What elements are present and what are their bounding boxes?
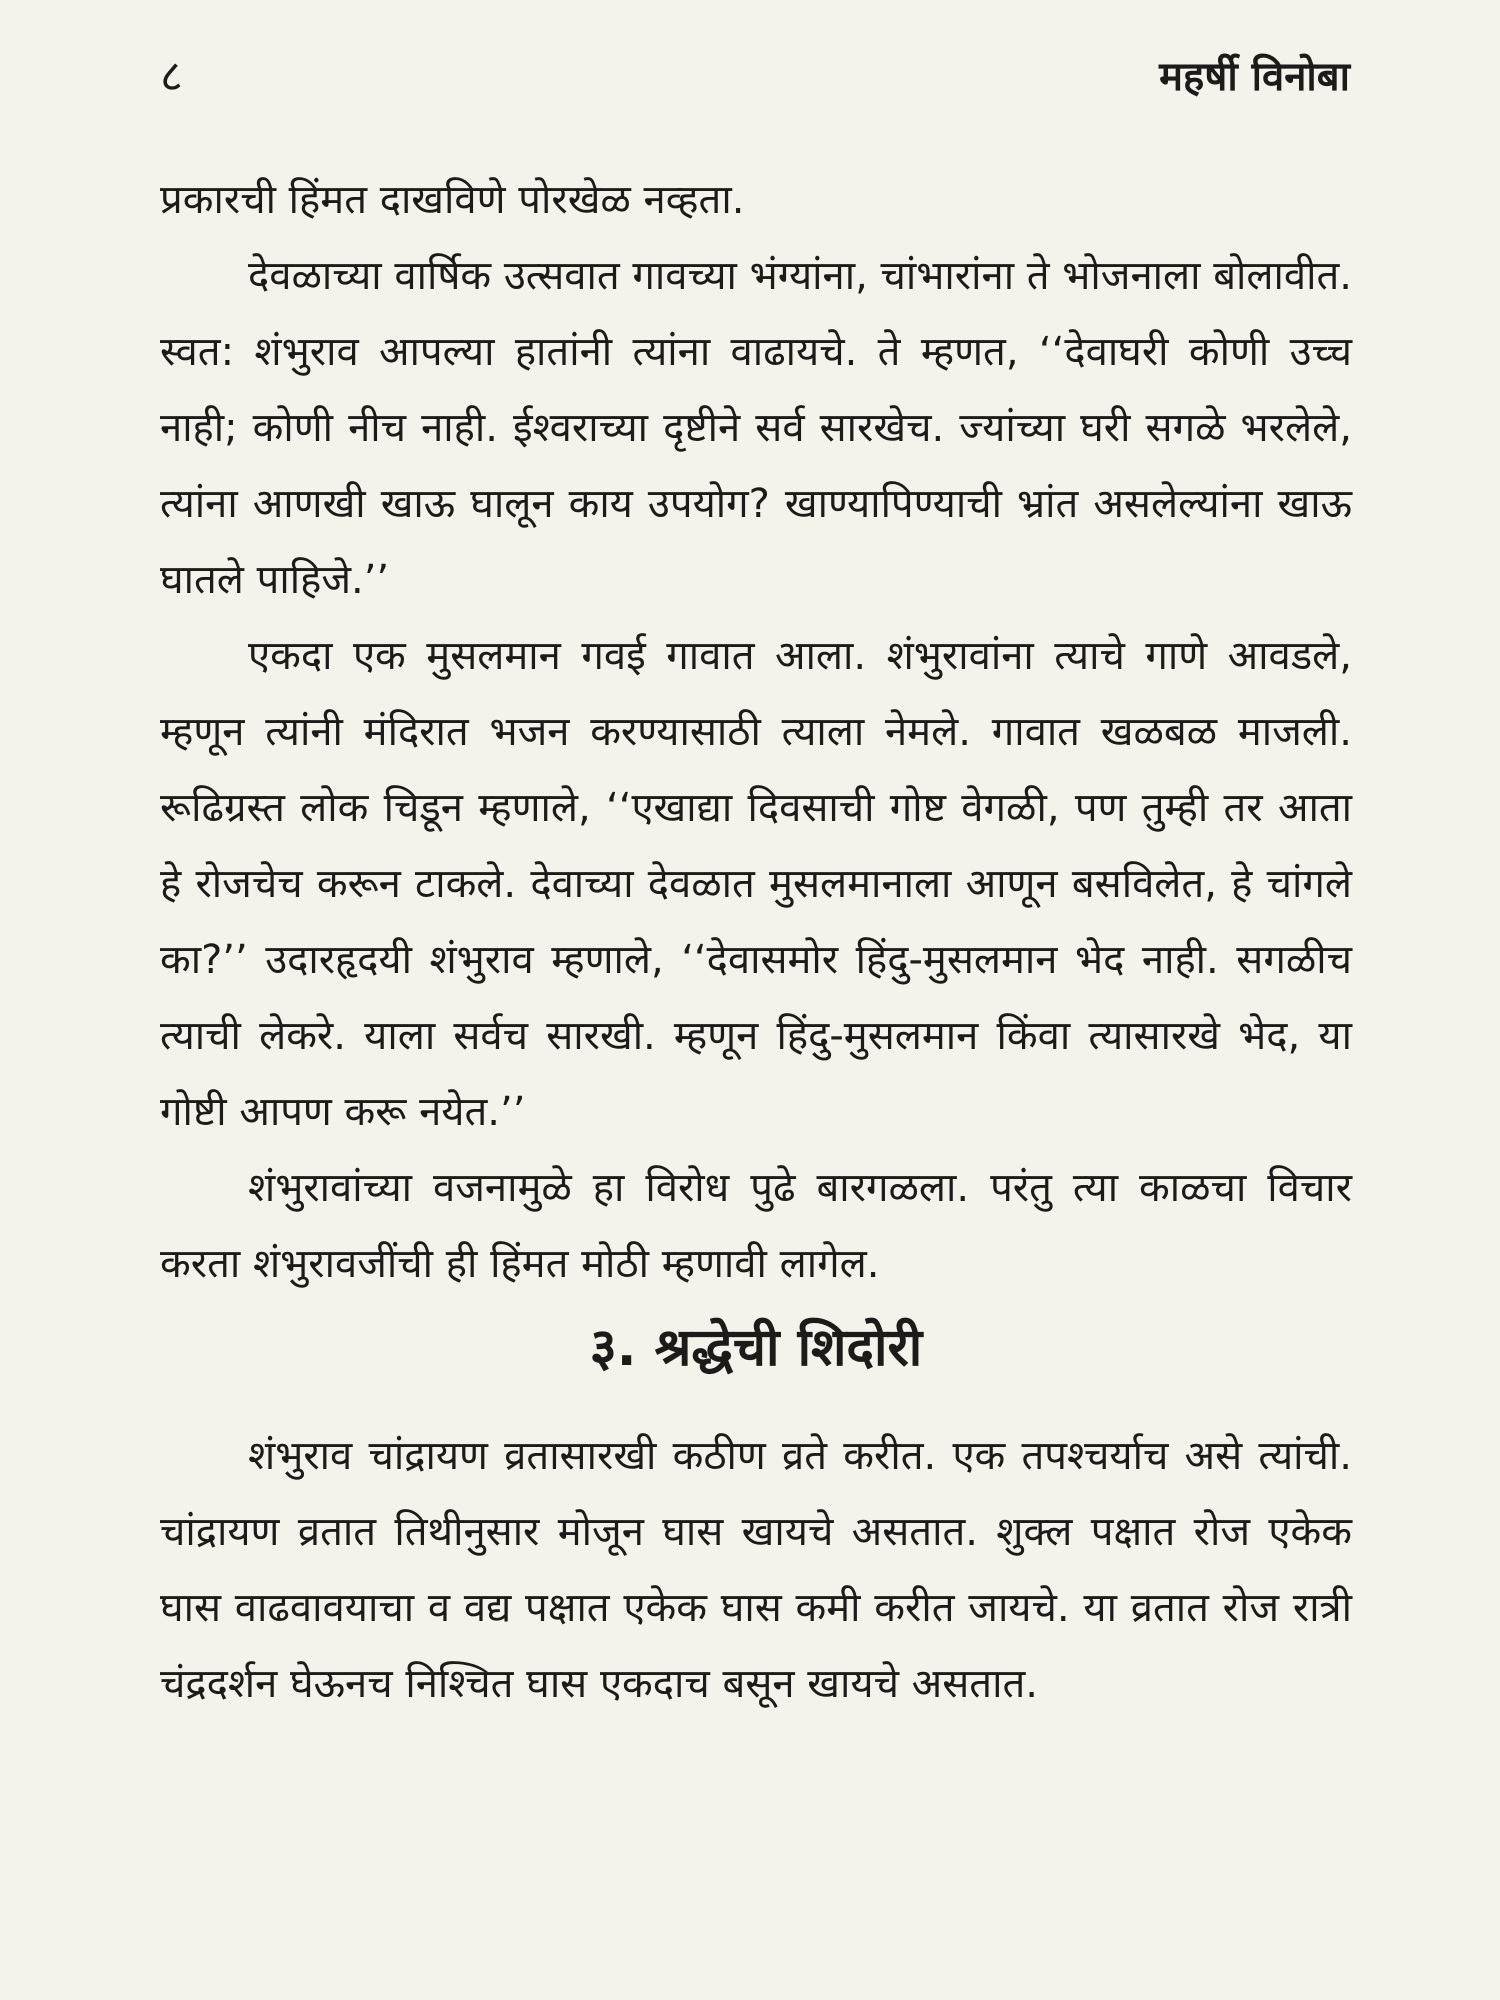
page-header: [160, 42, 1350, 112]
section-heading: ३. श्रद्धेची शिदोरी: [589, 1318, 923, 1378]
running-title: महर्षी विनोबा: [1159, 54, 1350, 100]
paragraph-continuation: प्रकारची हिंमत दाखविणे पोरखेळ नव्हता.: [160, 177, 745, 223]
page-number: ८: [160, 51, 183, 102]
paragraph-chandrayan-vrat: शंभुराव चांद्रायण व्रतासारखी कठीण व्रते करीत. एक तपश्चर्याच असे त्यांची. चांद्रायण व्रतात तिथीनुसार मोजून घास खायचे असतात. शुक्ल पक्षात रोज एकेक घास वाढवावयाचा व वद्य पक्षात एकेक घास कमी करीत जायचे. या व्रतात रोज रात्री चंद्रदर्शन घेऊनच निश्चित घास एकदाच बसून खायचे असतात.: [160, 1433, 1352, 1707]
paragraph-muslim-singer: एकदा एक मुसलमान गवई गावात आला. शंभुरावांना त्याचे गाणे आवडले, म्हणून त्यांनी मंदिरात भजन करण्यासाठी त्याला नेमले. गावात खळबळ माजली. रूढिग्रस्त लोक चिडून म्हणाले, ‘‘एखाद्या दिवसाची गोष्ट वेगळी, पण तुम्ही तर आता हे रोजचेच करून टाकले. देवाच्या देवळात मुसलमानाला आणून बसविलेत, हे चांगले का?’’ उदारहृदयी शंभुराव म्हणाले, ‘‘देवासमोर हिंदु-मुसलमान भेद नाही. सगळीच त्याची लेकरे. याला सर्वच सारखी. म्हणून हिंदु-मुसलमान किंवा त्यासारखे भेद, या गोष्टी आपण करू नयेत.’’: [160, 633, 1352, 1135]
paragraph-festival-feast: देवळाच्या वार्षिक उत्सवात गावच्या भंग्यांना, चांभारांना ते भोजनाला बोलावीत. स्वत: शंभुराव आपल्या हातांनी त्यांना वाढायचे. ते म्हणत, ‘‘देवाघरी कोणी उच्च नाही; कोणी नीच नाही. ईश्वराच्या दृष्टीने सर्व सारखेच. ज्यांच्या घरी सगळे भरलेले, त्यांना आणखी खाऊ घालून काय उपयोग? खाण्यापिण्याची भ्रांत असलेल्यांना खाऊ घातले पाहिजे.’’: [160, 253, 1352, 603]
paragraph-opposition: शंभुरावांच्या वजनामुळे हा विरोध पुढे बारगळला. परंतु त्या काळचा विचार करता शंभुरावजींची ही हिंमत मोठी म्हणावी लागेल.: [160, 1165, 1352, 1287]
body-text: [160, 162, 1352, 1722]
